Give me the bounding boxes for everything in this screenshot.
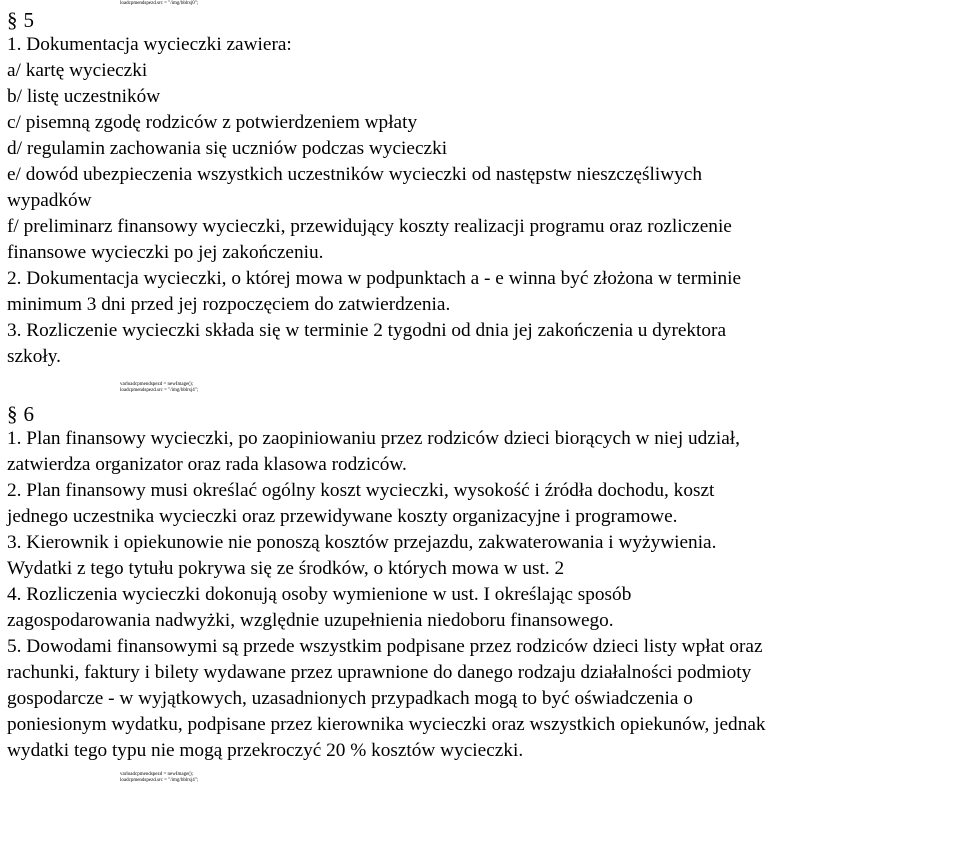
- script-artifact-mid-1: varloadcpmendspezd = newImage();: [120, 382, 194, 387]
- paragraph-line: 3. Rozliczenie wycieczki składa się w terminie 2 tygodni od dnia jej zakończenia u dyrektora: [7, 320, 727, 341]
- paragraph-line: minimum 3 dni przed jej rozpoczęciem do zatwierdzenia.: [7, 294, 451, 315]
- section-number: 6: [23, 402, 34, 426]
- list-item: e/ dowód ubezpieczenia wszystkich uczestników wycieczki od następstw nieszczęśliwych: [7, 164, 702, 185]
- list-item: c/ pisemną zgodę rodziców z potwierdzeniem wpłaty: [7, 112, 418, 133]
- script-artifact-bottom-2: loadcpmendspezd.src = "/img/bblrsj4";: [120, 778, 199, 783]
- document-page: [7, 0, 957, 784]
- list-item-continued: wypadków: [7, 190, 92, 211]
- list-item-continued: finansowe wycieczki po jej zakończeniu.: [7, 242, 324, 263]
- paragraph-line: zatwierdza organizator oraz rada klasowa rodziców.: [7, 454, 407, 475]
- section-6-heading: [7, 402, 957, 426]
- paragraph-line: 4. Rozliczenia wycieczki dokonują osoby wymienione w ust. I określając sposób: [7, 584, 632, 605]
- section-mark: §: [7, 8, 18, 32]
- paragraph-line: wydatki tego typu nie mogą przekroczyć 20 % kosztów wycieczki.: [7, 740, 524, 761]
- paragraph-line: poniesionym wydatku, podpisane przez kierownika wycieczki oraz wszystkich opiekunów, jednak: [7, 714, 766, 735]
- paragraph-line: jednego uczestnika wycieczki oraz przewidywane koszty organizacyjne i programowe.: [7, 506, 678, 527]
- paragraph-line: rachunki, faktury i bilety wydawane przez uprawnione do danego rodzaju działalności podmioty: [7, 662, 752, 683]
- paragraph-line: Wydatki z tego tytułu pokrywa się ze środków, o których mowa w ust. 2: [7, 558, 565, 579]
- paragraph-line: 2. Plan finansowy musi określać ogólny koszt wycieczki, wysokość i źródła dochodu, koszt: [7, 480, 715, 501]
- script-artifact-mid-2: loadcpmendspezd.src = "/img/bblrsj4";: [120, 388, 199, 393]
- script-artifact-bottom-1: varloadcpmendspezd = newImage();: [120, 772, 194, 777]
- paragraph-line: 2. Dokumentacja wycieczki, o której mowa w podpunktach a - e winna być złożona w terminie: [7, 268, 742, 289]
- section-mark: §: [7, 402, 18, 426]
- section-6-body: [7, 426, 957, 764]
- list-item: a/ kartę wycieczki: [7, 60, 148, 81]
- paragraph-line: 5. Dowodami finansowymi są przede wszystkim podpisane przez rodziców dzieci listy wpłat oraz: [7, 636, 763, 657]
- paragraph-line: 1. Plan finansowy wycieczki, po zaopiniowaniu przez rodziców dzieci biorących w niej udział,: [7, 428, 740, 449]
- paragraph-line: 1. Dokumentacja wycieczki zawiera:: [7, 34, 292, 55]
- section-number: 5: [23, 8, 34, 32]
- script-artifact-top: loadcpmendspezd.src = "/img/bblrsj0";: [120, 1, 199, 6]
- list-item: f/ preliminarz finansowy wycieczki, przewidujący koszty realizacji programu oraz rozliczenie: [7, 216, 732, 237]
- section-5-heading: [7, 8, 957, 32]
- paragraph-line: gospodarcze - w wyjątkowych, uzasadnionych przypadkach mogą to być oświadczenia o: [7, 688, 693, 709]
- paragraph-line: zagospodarowania nadwyżki, względnie uzupełnienia niedoboru finansowego.: [7, 610, 614, 631]
- section-5-body: [7, 32, 957, 370]
- paragraph-line: szkoły.: [7, 346, 61, 367]
- list-item: d/ regulamin zachowania się uczniów podczas wycieczki: [7, 138, 448, 159]
- paragraph-line: 3. Kierownik i opiekunowie nie ponoszą kosztów przejazdu, zakwaterowania i wyżywienia.: [7, 532, 717, 553]
- list-item: b/ listę uczestników: [7, 86, 161, 107]
